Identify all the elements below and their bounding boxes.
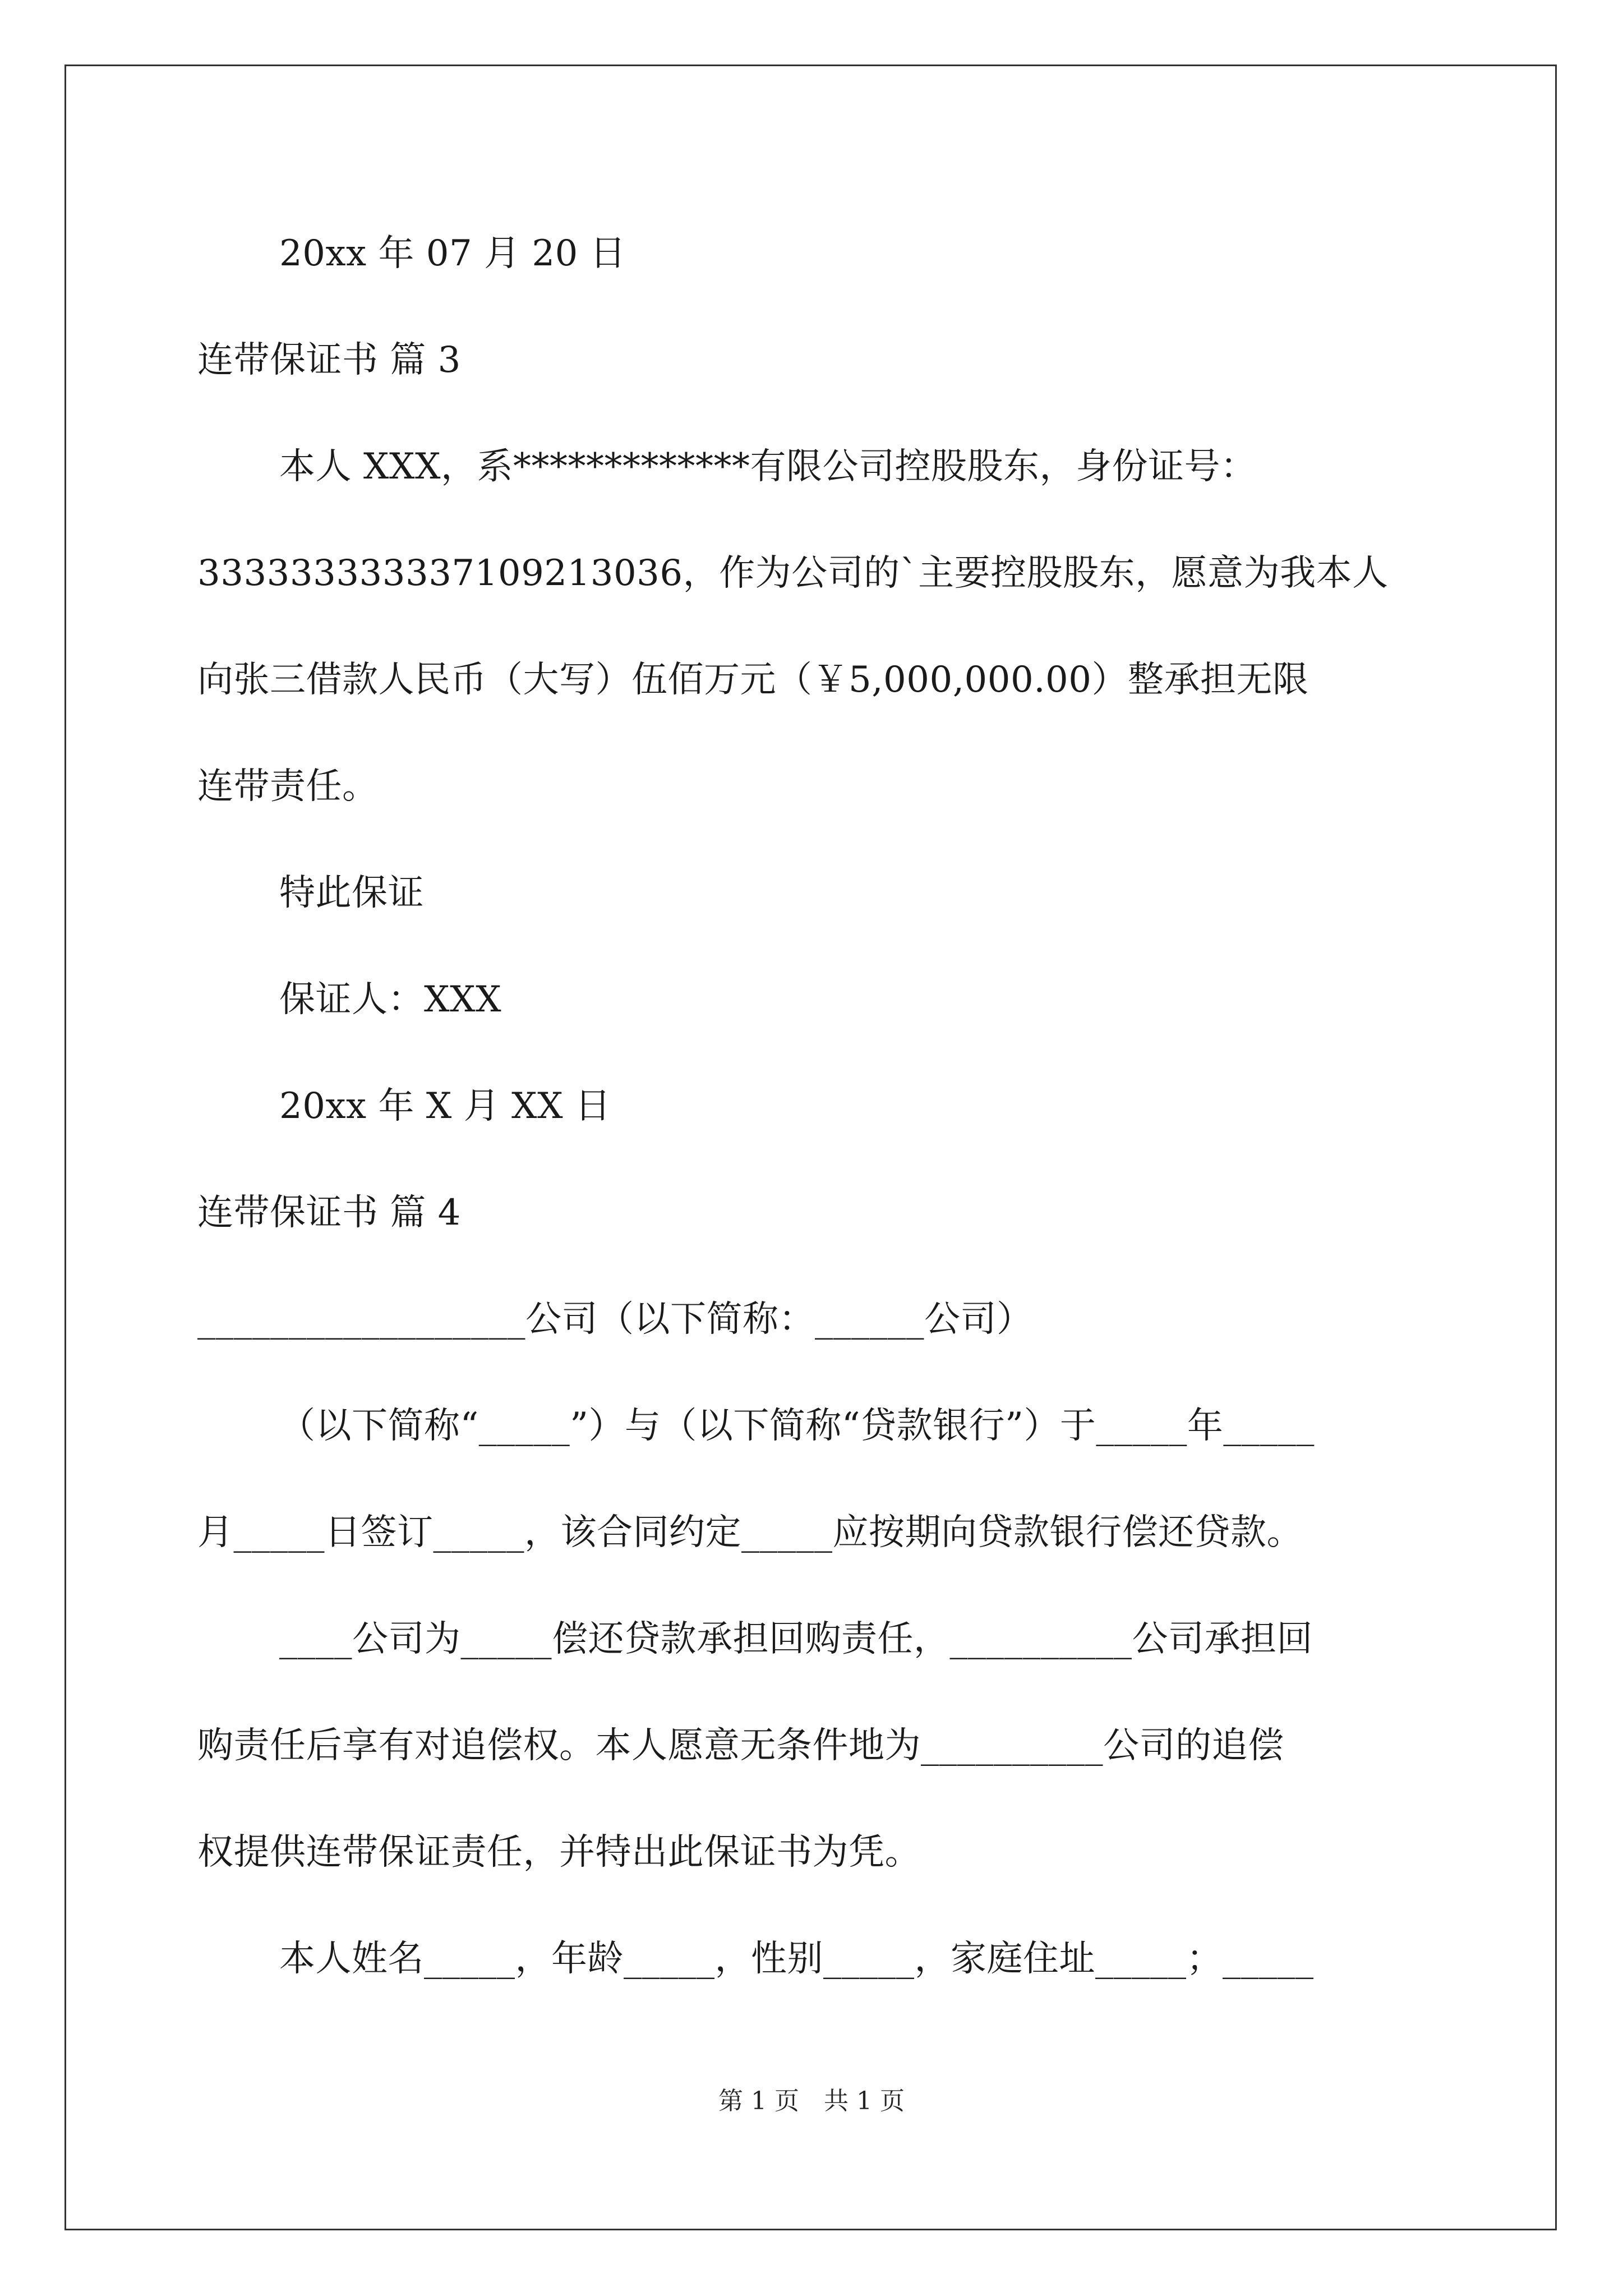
company-line: __________________公司（以下简称：______公司） bbox=[197, 1299, 1033, 1340]
section-heading-4: 连带保证书 篇 4 bbox=[197, 1192, 461, 1234]
paragraph-3-line-1: ____公司为_____偿还贷款承担回购责任，__________公司承担回 bbox=[279, 1618, 1313, 1660]
guarantee-statement: 特此保证 bbox=[279, 872, 424, 914]
paragraph-3-line-2: 购责任后享有对追偿权。本人愿意无条件地为__________公司的追偿 bbox=[197, 1725, 1284, 1766]
paragraph-2-line-2: 月_____日签订_____，该合同约定_____应按期向贷款银行偿还贷款。 bbox=[197, 1512, 1303, 1553]
guarantor-line: 保证人：XXX bbox=[279, 979, 502, 1020]
paragraph-1-line-1: 本人 XXX，系*************有限公司控股股东，身份证号： bbox=[279, 446, 1257, 487]
paragraph-2-line-1: （以下简称“_____”）与（以下简称“贷款银行”）于_____年_____ bbox=[279, 1405, 1315, 1447]
page-footer: 第 1 页 共 1 页 bbox=[718, 2087, 905, 2115]
paragraph-1-line-2: 333333333337109213036，作为公司的`主要控股股东，愿意为我本人 bbox=[197, 553, 1389, 594]
section-heading-3: 连带保证书 篇 3 bbox=[197, 339, 461, 381]
paragraph-1-line-3: 向张三借款人民币（大写）伍佰万元（￥5,000,000.00）整承担无限 bbox=[197, 659, 1309, 701]
date-line-2: 20xx 年 X 月 XX 日 bbox=[279, 1085, 611, 1127]
paragraph-3-line-3: 权提供连带保证责任，并特出此保证书为凭。 bbox=[197, 1832, 921, 1873]
page-border bbox=[64, 65, 1557, 2230]
paragraph-1-line-4: 连带责任。 bbox=[197, 766, 379, 807]
date-line: 20xx 年 07 月 20 日 bbox=[279, 233, 626, 274]
paragraph-4-line-1: 本人姓名_____，年龄_____，性别_____，家庭住址_____；_____ bbox=[279, 1938, 1314, 1980]
